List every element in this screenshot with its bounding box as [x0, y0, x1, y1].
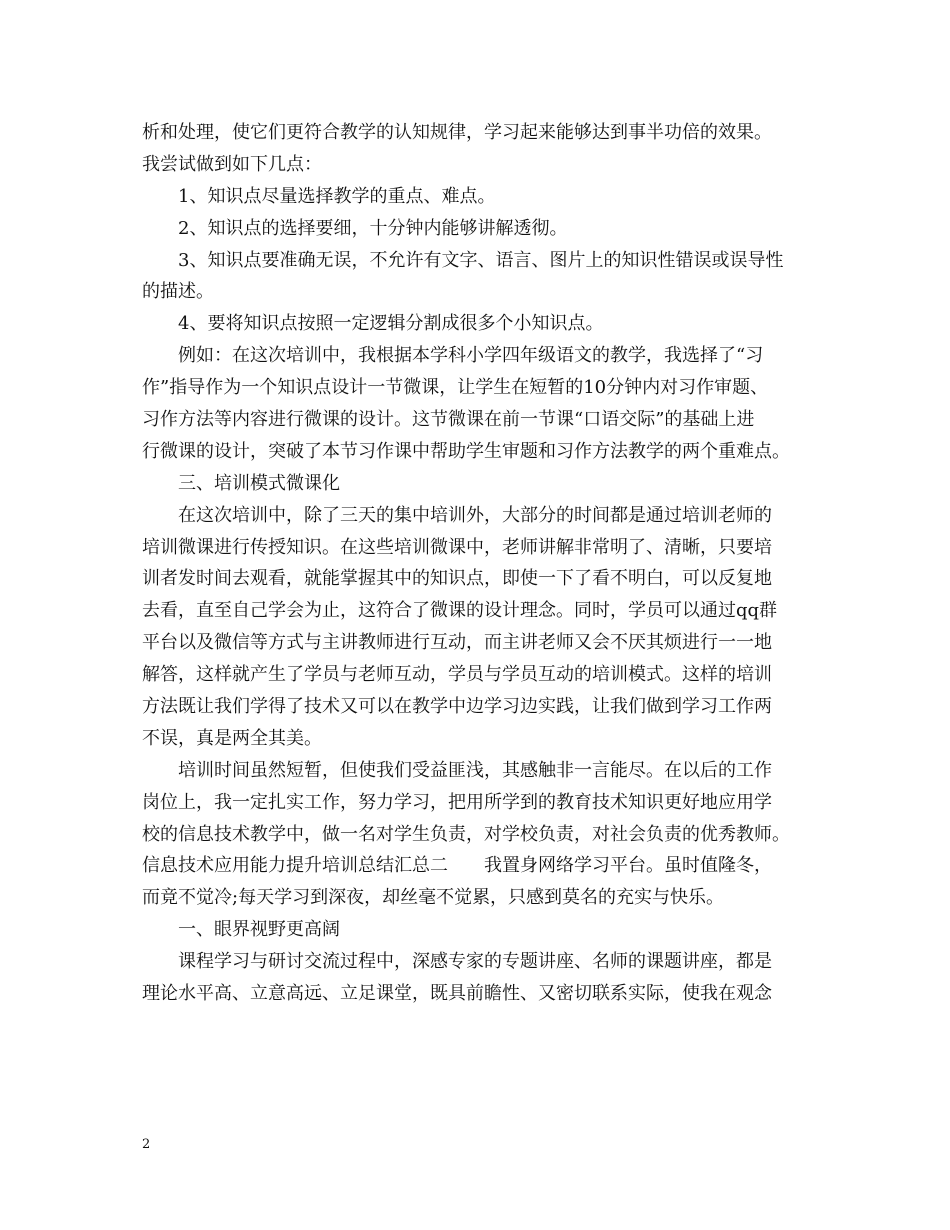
- text-line: 三、培训模式微课化: [178, 472, 340, 494]
- text-line: 一、眼界视野更高阔: [178, 919, 340, 941]
- page-number: 2: [142, 1137, 151, 1152]
- text-line: 信息技术应用能力提升培训总结汇总二 我置身网络学习平台。虽时值隆冬，: [142, 855, 772, 877]
- text-line: 课程学习与研讨交流过程中，深感专家的专题讲座、名师的课题讲座，都是: [178, 951, 772, 973]
- text-line: 例如：在这次培训中，我根据本学科小学四年级语文的教学，我选择了“习: [178, 345, 764, 367]
- text-line: 方法既让我们学得了技术又可以在教学中边学习边实践，让我们做到学习工作两: [142, 696, 772, 718]
- text-line: 的描述。: [142, 281, 214, 303]
- text-line: 3、知识点要准确无误，不允许有文字、语言、图片上的知识性错误或误导性: [178, 249, 784, 271]
- text-line: 作”指导作为一个知识点设计一节微课，让学生在短暂的10分钟内对习作审题、: [142, 377, 769, 399]
- text-line: 在这次培训中，除了三天的集中培训外，大部分的时间都是通过培训老师的: [178, 504, 772, 526]
- text-line: 而竟不觉冷;每天学习到深夜，却丝毫不觉累，只感到莫名的充实与快乐。: [142, 887, 725, 909]
- text-line: 训者发时间去观看，就能掌握其中的知识点，即使一下了看不明白，可以反复地: [142, 568, 772, 590]
- text-line: 析和处理，使它们更符合教学的认知规律，学习起来能够达到事半功倍的效果。: [142, 122, 772, 143]
- text-line: 岗位上，我一定扎实工作，努力学习，把用所学到的教育技术知识更好地应用学: [142, 791, 772, 813]
- text-line: 理论水平高、立意高远、立足课堂，既具前瞻性、又密切联系实际，使我在观念: [142, 983, 772, 1005]
- text-line: 2、知识点的选择要细，十分钟内能够讲解透彻。: [178, 217, 568, 239]
- text-line: 习作方法等内容进行微课的设计。这节微课在前一节课“口语交际”的基础上进: [142, 409, 755, 431]
- text-line: 培训微课进行传授知识。在这些培训微课中，老师讲解非常明了、清晰，只要培: [142, 536, 772, 558]
- text-line: 4、要将知识点按照一定逻辑分割成很多个小知识点。: [178, 313, 604, 335]
- document-body: [142, 117, 812, 1010]
- text-line: 1、知识点尽量选择教学的重点、难点。: [178, 185, 496, 207]
- text-line: 行微课的设计，突破了本节习作课中帮助学生审题和习作方法教学的两个重难点。: [142, 440, 790, 462]
- text-line: 我尝试做到如下几点：: [142, 153, 322, 175]
- text-line: 平台以及微信等方式与主讲教师进行互动，而主讲老师又会不厌其烦进行一一地: [142, 632, 772, 654]
- text-line: 不误，真是两全其美。: [142, 727, 322, 749]
- text-line: 校的信息技术教学中，做一名对学生负责，对学校负责，对社会负责的优秀教师。: [142, 823, 790, 845]
- text-line: 培训时间虽然短暂，但使我们受益匪浅，其感触非一言能尽。在以后的工作: [178, 759, 772, 781]
- text-line: 去看，直至自己学会为止，这符合了微课的设计理念。同时，学员可以通过qq群: [142, 600, 778, 622]
- text-line: 解答，这样就产生了学员与老师互动，学员与学员互动的培训模式。这样的培训: [142, 664, 772, 686]
